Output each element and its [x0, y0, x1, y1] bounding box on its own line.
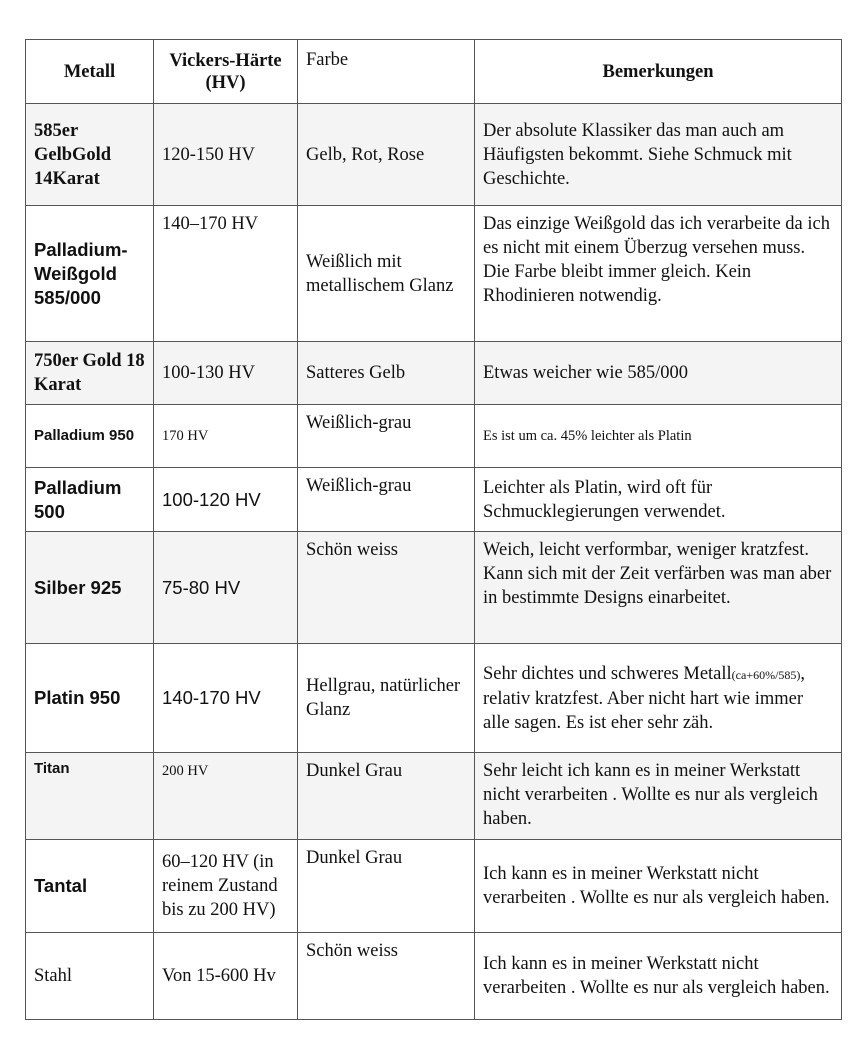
cell-metall: Stahl [26, 933, 154, 1020]
cell-haerte: 100-120 HV [154, 468, 298, 532]
table-row [26, 342, 842, 405]
cell-metall: Palladium-Weißgold 585/000 [26, 206, 154, 342]
table-row [26, 206, 842, 342]
cell-farbe: Weißlich mit metallischem Glanz [298, 206, 475, 342]
table-row [26, 405, 842, 468]
header-metall: Metall [26, 40, 154, 104]
cell-metall: Palladium 950 [26, 405, 154, 468]
header-haerte: Vickers-Härte (HV) [154, 40, 298, 104]
cell-haerte: 100-130 HV [154, 342, 298, 405]
bemerkungen-part-a: Sehr dichtes und schweres Metall [483, 663, 732, 684]
cell-bemerkungen: Das einzige Weißgold das ich verarbeite da ich es nicht mit einem Überzug versehen muss. Die Farbe bleibt immer gleich. Kein Rhodinieren notwendig. [475, 206, 842, 342]
cell-bemerkungen: Ich kann es in meiner Werkstatt nicht verarbeiten . Wollte es nur als vergleich haben. [475, 840, 842, 933]
cell-metall: Tantal [26, 840, 154, 933]
cell-farbe: Schön weiss [298, 933, 475, 1020]
cell-bemerkungen: Weich, leicht verformbar, weniger kratzfest. Kann sich mit der Zeit verfärben was man aber in bestimmte Designs einarbeitet. [475, 532, 842, 644]
cell-haerte: 200 HV [154, 753, 298, 840]
table-row [26, 644, 842, 753]
cell-haerte: 140-170 HV [154, 644, 298, 753]
cell-bemerkungen: Der absolute Klassiker das man auch am Häufigsten bekommt. Siehe Schmuck mit Geschichte. [475, 104, 842, 206]
cell-bemerkungen: Sehr leicht ich kann es in meiner Werkstatt nicht verarbeiten . Wollte es nur als vergleich haben. [475, 753, 842, 840]
cell-farbe: Dunkel Grau [298, 753, 475, 840]
cell-metall: Platin 950 [26, 644, 154, 753]
bemerkungen-part-b: , relativ kratzfest. Aber nicht hart wie immer alle sagen. Es ist eher sehr zäh. [483, 663, 806, 733]
cell-haerte: Von 15-600 Hv [154, 933, 298, 1020]
cell-haerte: 170 HV [154, 405, 298, 468]
cell-farbe: Gelb, Rot, Rose [298, 104, 475, 206]
header-bemerkungen: Bemerkungen [475, 40, 842, 104]
cell-farbe: Schön weiss [298, 532, 475, 644]
cell-bemerkungen: Leichter als Platin, wird oft für Schmucklegierungen verwendet. [475, 468, 842, 532]
cell-farbe: Dunkel Grau [298, 840, 475, 933]
cell-farbe: Weißlich-grau [298, 405, 475, 468]
header-row [26, 40, 842, 104]
table-row [26, 753, 842, 840]
cell-metall: Titan [26, 753, 154, 840]
cell-bemerkungen: Ich kann es in meiner Werkstatt nicht verarbeiten . Wollte es nur als vergleich haben. [475, 933, 842, 1020]
table-row [26, 532, 842, 644]
table-row [26, 840, 842, 933]
cell-haerte: 60–120 HV (in reinem Zustand bis zu 200 HV) [154, 840, 298, 933]
cell-metall: Palladium 500 [26, 468, 154, 532]
metal-comparison-table [25, 39, 842, 1020]
cell-bemerkungen: Etwas weicher wie 585/000 [475, 342, 842, 405]
cell-metall: 750er Gold 18 Karat [26, 342, 154, 405]
cell-farbe: Weißlich-grau [298, 468, 475, 532]
cell-haerte: 140–170 HV [154, 206, 298, 342]
table-row [26, 468, 842, 532]
cell-farbe: Satteres Gelb [298, 342, 475, 405]
cell-metall: Silber 925 [26, 532, 154, 644]
cell-haerte: 75-80 HV [154, 532, 298, 644]
cell-haerte: 120-150 HV [154, 104, 298, 206]
header-farbe: Farbe [298, 40, 475, 104]
table-row [26, 104, 842, 206]
cell-farbe: Hellgrau, natürlicher Glanz [298, 644, 475, 753]
cell-bemerkungen: Es ist um ca. 45% leichter als Platin [475, 405, 842, 468]
table-row [26, 933, 842, 1020]
cell-bemerkungen [475, 644, 842, 753]
cell-metall: 585er GelbGold 14Karat [26, 104, 154, 206]
bemerkungen-note: (ca+60%/585) [731, 667, 801, 682]
